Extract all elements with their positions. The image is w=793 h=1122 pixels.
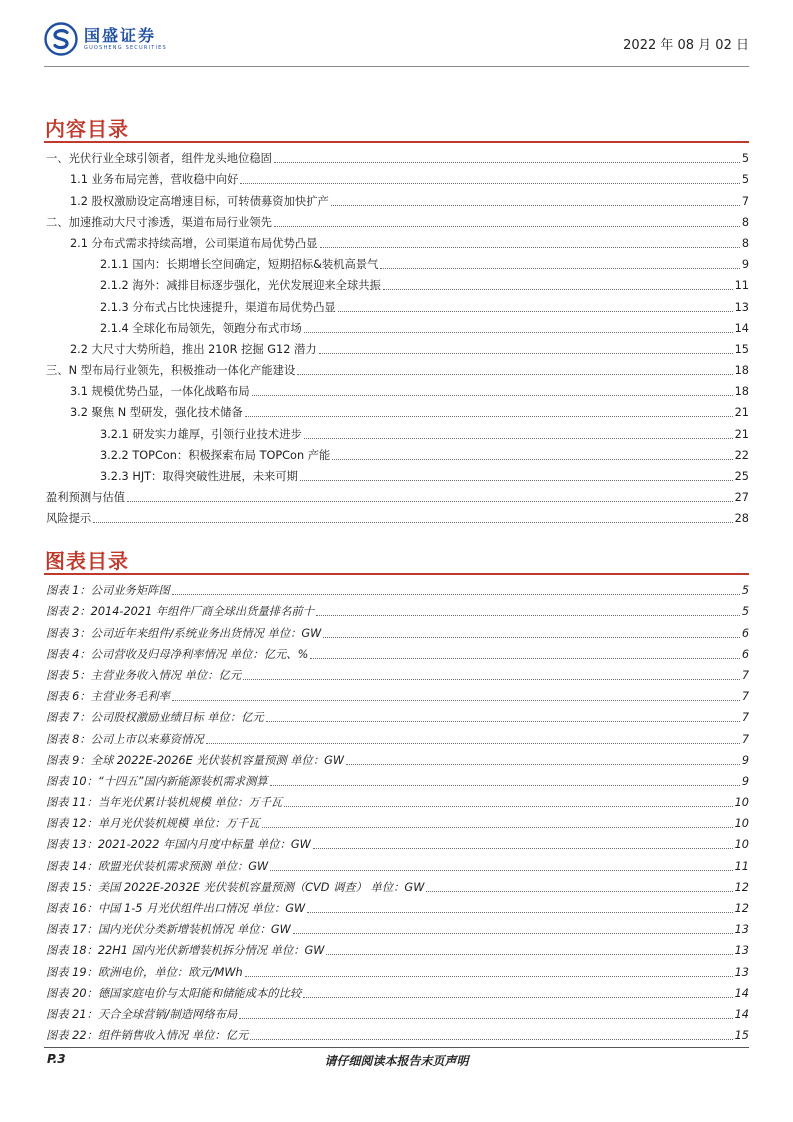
toc-entry[interactable]	[44, 293, 749, 314]
figure-toc-entry-page: 14	[734, 986, 749, 1000]
toc-entry[interactable]	[44, 442, 749, 463]
figure-toc-entry[interactable]	[44, 662, 749, 683]
figure-toc-entry-page: 10	[734, 817, 749, 831]
report-date: 2022 年 08 月 02 日	[623, 38, 749, 53]
toc-entry[interactable]	[44, 166, 749, 187]
toc-entry-title: 2.1.2 海外：减排目标逐步强化，光伏发展迎来全球共振	[100, 279, 381, 293]
dot-leader	[383, 289, 733, 290]
toc-entry[interactable]	[44, 463, 749, 484]
figure-toc-entry[interactable]	[44, 1022, 749, 1043]
toc-entry[interactable]	[44, 315, 749, 336]
toc-entry-title: 2.2 大尺寸大势所趋，推出 210R 挖掘 G12 潜力	[70, 342, 317, 356]
toc-entry-title: 3.2 聚焦 N 型研发，强化技术储备	[70, 406, 243, 420]
figure-toc-entry-title: 图表 17：国内光伏分类新增装机情况 单位：GW	[46, 923, 291, 937]
toc-entry-page: 11	[734, 279, 749, 293]
toc-entry-title: 2.1.3 分布式占比快速提升，渠道布局优势凸显	[100, 300, 336, 314]
toc-entry[interactable]	[44, 272, 749, 293]
figure-toc-entry[interactable]	[44, 895, 749, 916]
figure-toc-entry-page: 12	[734, 880, 749, 894]
figure-toc-entry-title: 图表 18：22H1 国内光伏新增装机拆分情况 单位：GW	[46, 944, 325, 958]
dot-leader	[274, 162, 740, 163]
toc-entry-page: 21	[734, 427, 749, 441]
toc-entry-page: 25	[734, 470, 749, 483]
toc-entry[interactable]	[44, 484, 749, 505]
figure-toc-entry[interactable]	[44, 874, 749, 895]
figure-toc-entry-title: 图表 9：全球 2022E-2026E 光伏装机容量预测 单位：GW	[46, 753, 345, 767]
figures-title-rule	[44, 573, 749, 575]
dot-leader	[316, 615, 740, 616]
dot-leader	[172, 594, 740, 595]
dot-leader	[346, 764, 740, 765]
figure-toc-entry[interactable]	[44, 916, 749, 937]
dot-leader	[304, 438, 733, 439]
dot-leader	[380, 268, 739, 269]
figure-toc-entry-title: 图表 1：公司业务矩阵图	[46, 584, 170, 598]
toc-entry-page: 8	[741, 215, 749, 229]
figure-toc-entry[interactable]	[44, 768, 749, 789]
figure-toc-entry-title: 图表 11：当年光伏累计装机规模 单位：万千瓦	[46, 796, 283, 810]
toc-entry-page: 5	[741, 152, 749, 166]
dot-leader	[332, 459, 732, 460]
figure-toc-entry-title: 图表 15：美国 2022E-2032E 光伏装机容量预测（CVD 调查） 单位：GW	[46, 880, 425, 894]
toc-entry-page: 15	[734, 342, 749, 356]
figure-toc-entry[interactable]	[44, 810, 749, 831]
toc-entry-title: 3.1 规模优势凸显，一体化战略布局	[70, 385, 250, 399]
figure-toc-entry-page: 7	[741, 711, 749, 725]
logo-chinese-name: 国盛证券	[84, 25, 157, 45]
dot-leader	[310, 658, 739, 659]
logo-english-name: GUOSHENG SECURITIES	[84, 44, 167, 51]
figure-toc-entry-title: 图表 8：公司上市以来募资情况	[46, 732, 204, 746]
toc-entry-page: 18	[734, 364, 749, 378]
figure-toc-entry-title: 图表 13：2021-2022 年国内月度中标量 单位：GW	[46, 838, 311, 852]
figure-toc-entry-title: 图表 16：中国 1-5 月光伏组件出口情况 单位：GW	[46, 902, 306, 915]
dot-leader	[172, 700, 740, 701]
toc-entry-page: 7	[741, 194, 749, 208]
dot-leader	[240, 183, 739, 184]
figure-toc-entry[interactable]	[44, 577, 749, 598]
toc-entry[interactable]	[44, 357, 749, 378]
dot-leader	[320, 247, 740, 248]
figure-toc-entry[interactable]	[44, 683, 749, 704]
figure-toc-entry[interactable]	[44, 852, 749, 873]
figure-toc-entry-page: 6	[741, 626, 749, 640]
dot-leader	[206, 743, 740, 744]
figure-toc-entry-page: 11	[734, 859, 749, 873]
toc-entry-page: 13	[734, 300, 749, 314]
dot-leader	[297, 374, 732, 375]
figure-toc-entry-title: 图表 19：欧洲电价，单位：欧元/MWh	[46, 965, 243, 979]
dot-leader	[270, 785, 740, 786]
toc-entry-title: 1.1 业务布局完善，营收稳中向好	[70, 173, 239, 187]
dot-leader	[245, 416, 733, 417]
dot-leader	[245, 976, 733, 977]
figure-toc-entry[interactable]	[44, 747, 749, 768]
figure-toc-entry-title: 图表 12：单月光伏装机规模 单位：万千瓦	[46, 817, 260, 831]
dot-leader	[293, 933, 733, 934]
dot-leader	[303, 997, 732, 998]
dot-leader	[243, 679, 740, 680]
toc-entry[interactable]	[44, 378, 749, 399]
toc-entry[interactable]	[44, 420, 749, 441]
figure-toc-entry-page: 5	[741, 584, 749, 598]
dot-leader	[313, 848, 733, 849]
toc-entry-title: 1.2 股权激励设定高增速目标，可转债募资加快扩产	[70, 194, 329, 208]
toc-entry-title: 2.1.4 全球化布局领先，领跑分布式市场	[100, 321, 302, 335]
figure-toc-entry-title: 图表 3：公司近年来组件/系统业务出货情况 单位：GW	[46, 626, 322, 640]
dot-leader	[266, 721, 740, 722]
figure-toc-entry-page: 10	[734, 838, 749, 852]
dot-leader	[307, 912, 732, 913]
toc-entry-title: 一、光伏行业全球引领者，组件龙头地位稳固	[46, 152, 272, 166]
figure-toc-entry-title: 图表 4：公司营收及归母净利率情况 单位：亿元、%	[46, 647, 309, 661]
figure-toc-entry-title: 图表 5：主营业务收入情况 单位：亿元	[46, 668, 242, 682]
contents-title: 内容目录	[45, 117, 129, 141]
figure-toc-entry[interactable]	[44, 958, 749, 979]
company-logo	[44, 22, 167, 56]
figure-toc-entry-title: 图表 20：德国家庭电价与太阳能和储能成本的比较	[46, 986, 302, 1000]
toc-entry-title: 3.2.3 HJT：取得突破性进展，未来可期	[100, 470, 298, 483]
toc-entry-title: 二、加速推动大尺寸渗透，渠道布局行业领先	[46, 215, 272, 229]
dot-leader	[252, 395, 733, 396]
figures-list	[44, 577, 749, 1043]
contents-list	[44, 145, 749, 526]
figure-toc-entry[interactable]	[44, 619, 749, 640]
figure-toc-entry-title: 图表 6：主营业务毛利率	[46, 690, 170, 704]
toc-entry[interactable]	[44, 230, 749, 251]
toc-entry[interactable]	[44, 251, 749, 272]
figure-toc-entry-title: 图表 2：2014-2021 年组件厂商全球出货量排名前十	[46, 605, 314, 619]
footer-disclaimer: 请仔细阅读本报告末页声明	[324, 1054, 469, 1068]
figure-toc-entry[interactable]	[44, 704, 749, 725]
toc-entry[interactable]	[44, 505, 749, 526]
figure-toc-entry-page: 13	[734, 923, 749, 937]
figure-toc-entry[interactable]	[44, 1001, 749, 1022]
dot-leader	[239, 1018, 732, 1019]
toc-entry-title: 3.2.1 研发实力雄厚，引领行业技术进步	[100, 427, 302, 441]
figure-toc-entry-page: 12	[734, 902, 749, 915]
toc-entry[interactable]	[44, 209, 749, 230]
figure-toc-entry[interactable]	[44, 937, 749, 958]
dot-leader	[250, 1039, 732, 1040]
figure-toc-entry-page: 7	[741, 668, 749, 682]
figure-toc-entry-page: 9	[741, 774, 749, 788]
header-divider	[44, 66, 749, 67]
figure-toc-entry-page: 14	[734, 1007, 749, 1021]
dot-leader	[338, 311, 733, 312]
figure-toc-entry-page: 9	[741, 753, 749, 767]
toc-entry-page: 8	[741, 236, 749, 250]
figure-toc-entry-title: 图表 14：欧盟光伏装机需求预测 单位：GW	[46, 859, 269, 873]
dot-leader	[262, 827, 733, 828]
toc-entry[interactable]	[44, 145, 749, 166]
figure-toc-entry-page: 13	[734, 944, 749, 958]
toc-entry-title: 2.1.1 国内：长期增长空间确定，短期招标&装机高景气	[100, 258, 379, 272]
figure-toc-entry[interactable]	[44, 598, 749, 619]
toc-entry-title: 2.1 分布式需求持续高增，公司渠道布局优势凸显	[70, 236, 318, 250]
toc-entry-title: 风险提示	[46, 512, 92, 526]
toc-entry-page: 22	[734, 448, 749, 462]
figure-toc-entry-page: 7	[741, 732, 749, 746]
toc-entry-title: 三、N 型布局行业领先，积极推动一体化产能建设	[46, 364, 296, 378]
figure-toc-entry-title: 图表 10：“十四五”国内新能源装机需求测算	[46, 774, 268, 788]
dot-leader	[300, 480, 733, 481]
figure-toc-entry-page: 5	[741, 605, 749, 619]
dot-leader	[331, 205, 740, 206]
toc-entry-page: 21	[734, 406, 749, 420]
logo-mark-icon	[44, 22, 78, 56]
figure-toc-entry-page: 6	[741, 647, 749, 661]
dot-leader	[319, 353, 733, 354]
toc-entry-title: 3.2.2 TOPCon：积极探索布局 TOPCon 产能	[100, 448, 331, 462]
dot-leader	[270, 870, 732, 871]
toc-entry[interactable]	[44, 336, 749, 357]
dot-leader	[127, 501, 733, 502]
figure-toc-entry[interactable]	[44, 725, 749, 746]
footer-divider	[44, 1047, 749, 1048]
toc-entry[interactable]	[44, 187, 749, 208]
dot-leader	[274, 226, 740, 227]
dot-leader	[93, 522, 732, 523]
contents-title-rule	[44, 141, 749, 143]
figure-toc-entry-page: 10	[734, 796, 749, 810]
page-number: P.3	[47, 1052, 66, 1066]
toc-entry-page: 27	[734, 491, 749, 505]
toc-entry-page: 14	[734, 321, 749, 335]
toc-entry-title: 盈利预测与估值	[46, 491, 126, 505]
dot-leader	[284, 806, 732, 807]
figure-toc-entry-page: 7	[741, 690, 749, 704]
figure-toc-entry-title: 图表 22：组件销售收入情况 单位：亿元	[46, 1029, 249, 1043]
dot-leader	[426, 891, 732, 892]
toc-entry-page: 9	[741, 258, 749, 272]
figure-toc-entry-title: 图表 7：公司股权激励业绩目标 单位：亿元	[46, 711, 264, 725]
figure-toc-entry-page: 13	[734, 965, 749, 979]
figure-toc-entry[interactable]	[44, 641, 749, 662]
toc-entry-page: 5	[741, 173, 749, 187]
figure-toc-entry-title: 图表 21：天合全球营销/制造网络布局	[46, 1007, 238, 1021]
dot-leader	[323, 637, 739, 638]
figure-toc-entry[interactable]	[44, 980, 749, 1001]
toc-entry-page: 28	[734, 512, 749, 526]
dot-leader	[304, 332, 733, 333]
toc-entry[interactable]	[44, 399, 749, 420]
dot-leader	[326, 954, 732, 955]
figure-toc-entry[interactable]	[44, 831, 749, 852]
toc-entry-page: 18	[734, 385, 749, 399]
figures-title: 图表目录	[45, 549, 129, 573]
figure-toc-entry[interactable]	[44, 789, 749, 810]
figure-toc-entry-page: 15	[734, 1029, 749, 1043]
page-header	[44, 22, 749, 64]
